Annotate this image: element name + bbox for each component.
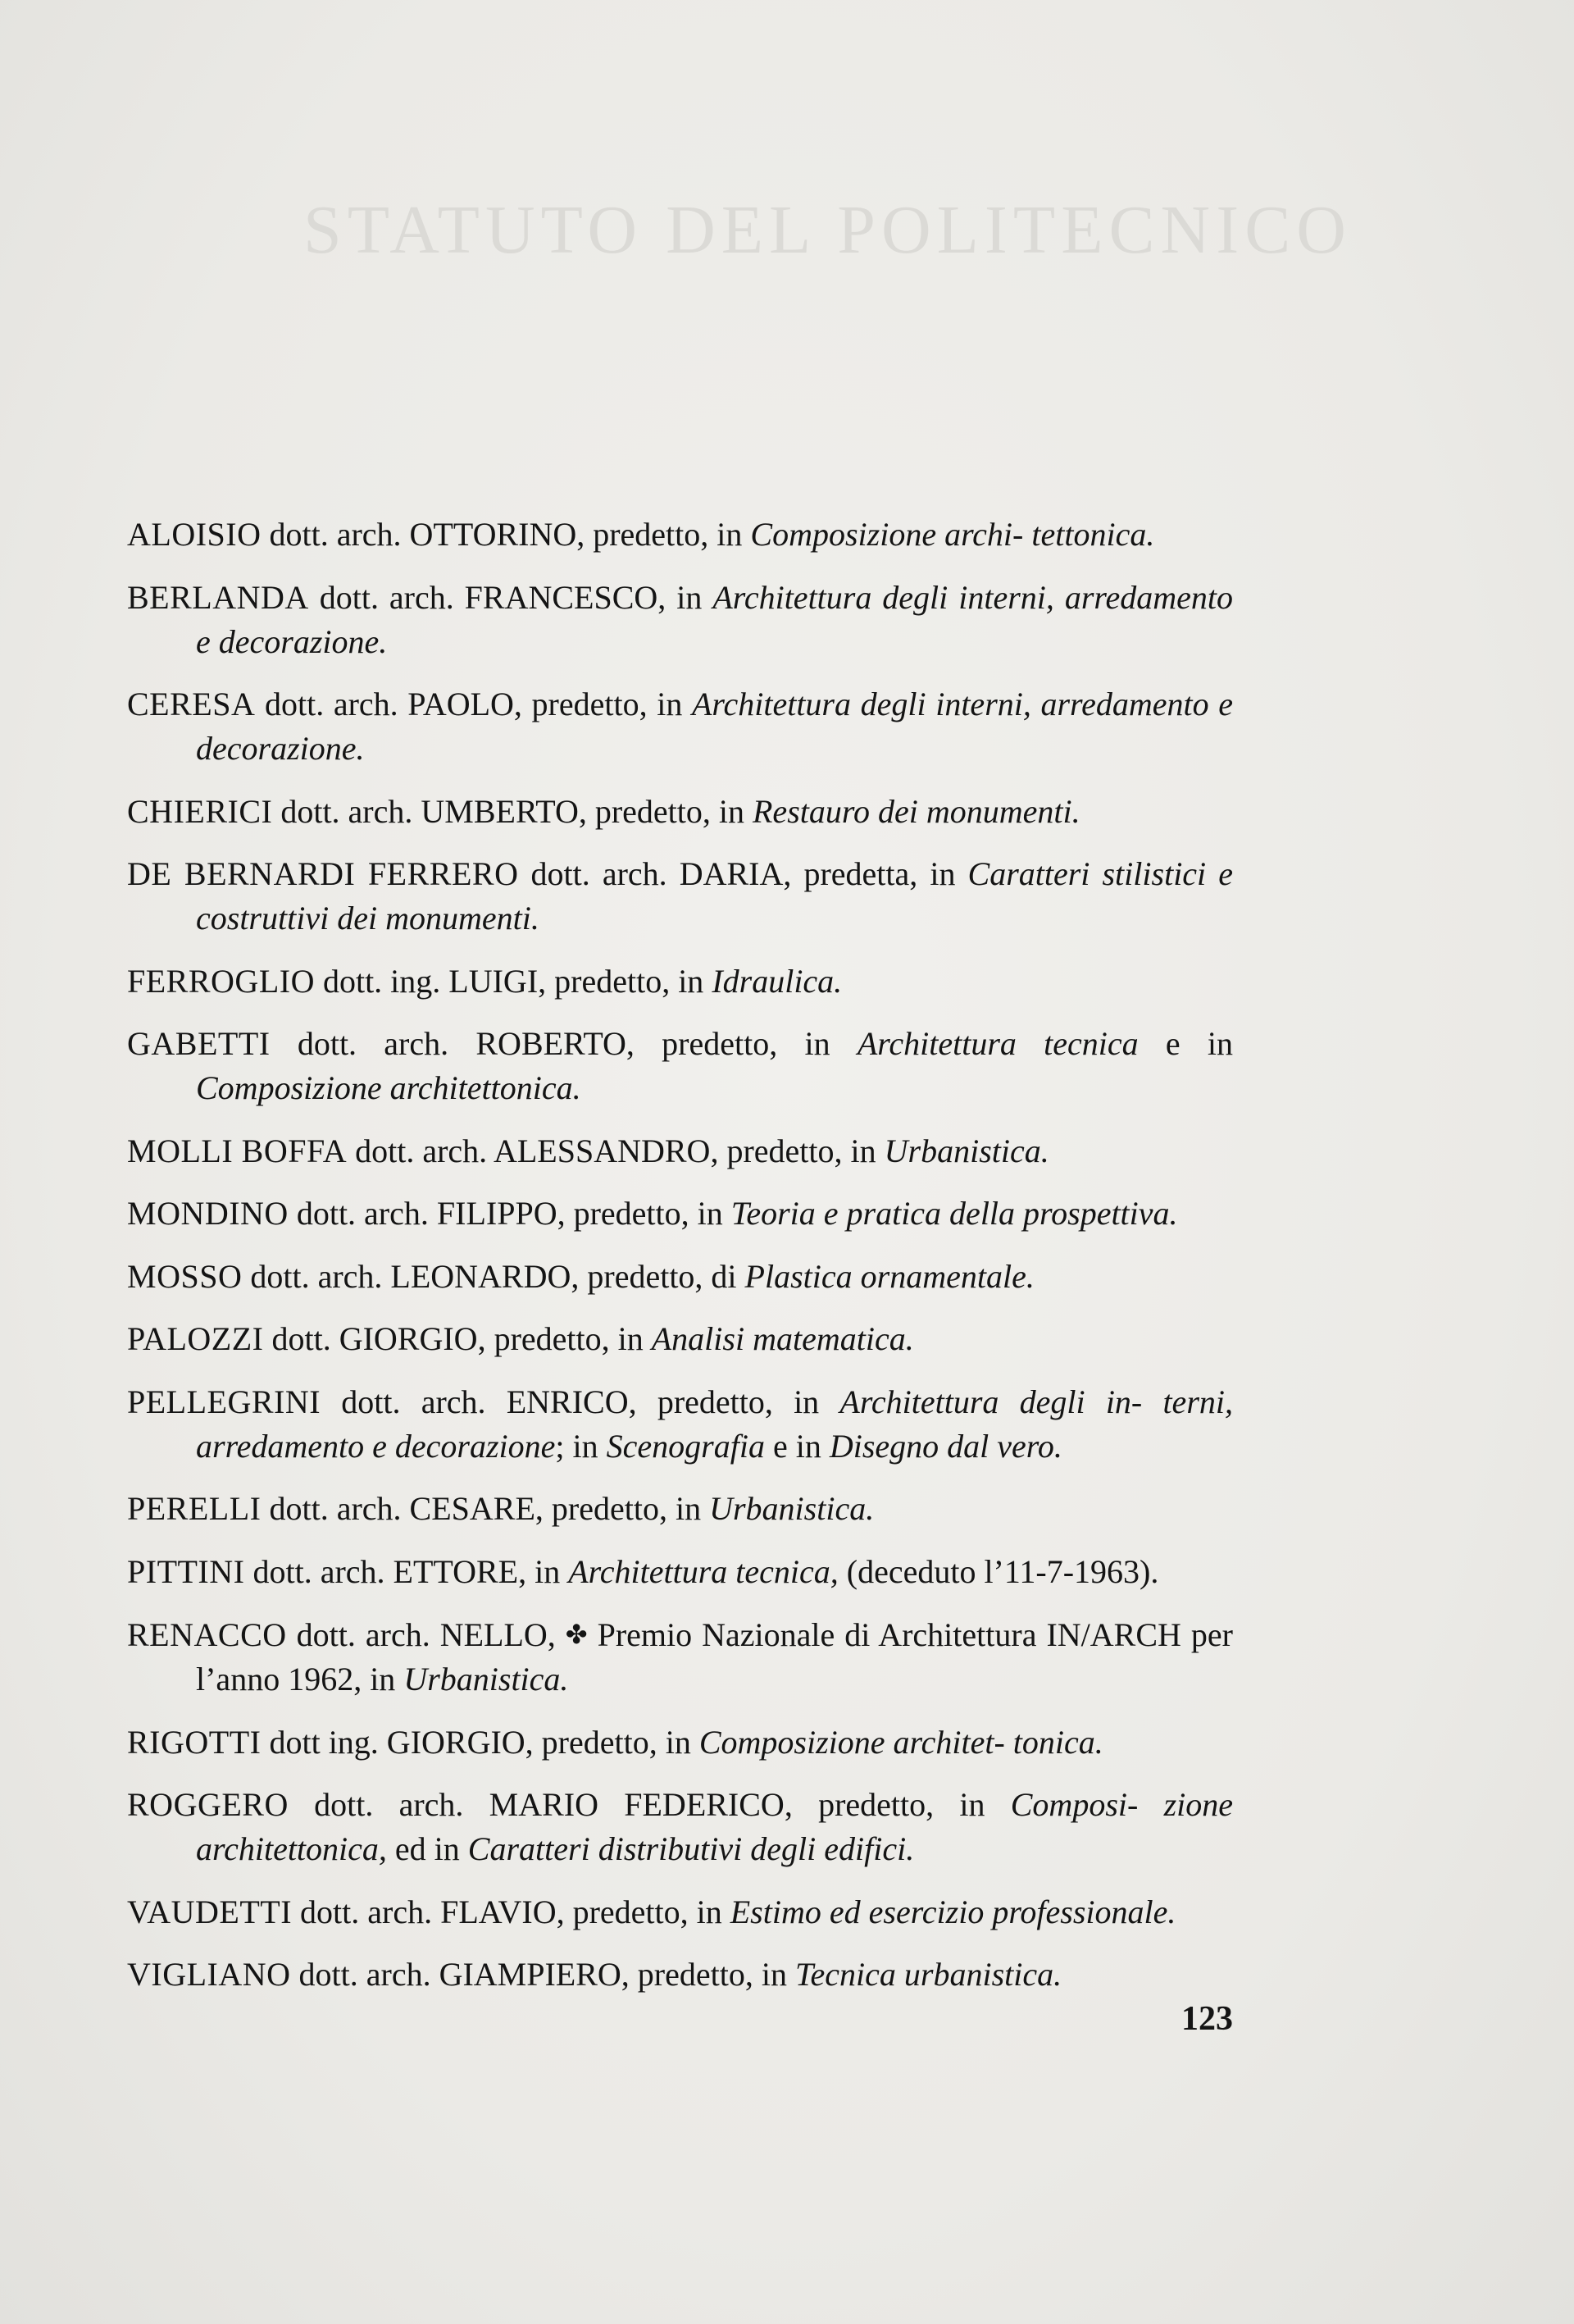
subject: Disegno dal vero.	[829, 1427, 1062, 1465]
entry-connector: ; in	[555, 1427, 607, 1465]
surname: GABETTI	[127, 1025, 271, 1062]
subject: Idraulica.	[712, 962, 843, 1000]
faculty-list	[127, 480, 1233, 1997]
subject: Scenografia	[606, 1427, 765, 1465]
list-entry	[127, 1550, 1233, 1594]
surname: RIGOTTI	[127, 1723, 262, 1761]
list-entry	[127, 1890, 1233, 1934]
surname: MOLLI BOFFA	[127, 1132, 348, 1169]
entry-details: dott. GIORGIO, predetto, in	[263, 1320, 652, 1357]
subject: Architettura degli interni, arredamento e decorazione.	[196, 686, 1234, 767]
entry-connector: ed in	[386, 1830, 468, 1867]
entry-connector: e in	[1138, 1025, 1234, 1062]
list-entry	[127, 1255, 1233, 1299]
surname: ALOISIO	[127, 516, 262, 553]
entry-details: dott. arch. ENRICO, predetto, in	[321, 1383, 840, 1420]
list-entry	[127, 1612, 1233, 1702]
surname: FERROGLIO	[127, 962, 315, 1000]
surname: DE BERNARDI FERRERO	[127, 855, 519, 892]
surname: MOSSO	[127, 1257, 243, 1295]
list-entry	[127, 1487, 1233, 1531]
subject: Architettura tecnica,	[568, 1552, 839, 1590]
entry-details: dott. arch. CESARE, predetto, in	[261, 1490, 710, 1527]
surname: CHIERICI	[127, 792, 273, 830]
entry-details: Premio Nazionale di Architettura IN/ARCH per l’anno 1962, in	[196, 1616, 1233, 1697]
subject: Architettura degli interni, arredamento e decorazione.	[196, 578, 1233, 660]
surname: RENACCO	[127, 1616, 287, 1653]
surname: PALOZZI	[127, 1320, 264, 1357]
entry-details: dott. arch. FILIPPO, predetto, in	[288, 1195, 731, 1232]
entry-connector: e in	[764, 1427, 830, 1465]
subject: Composizione architet- tonica.	[698, 1723, 1103, 1761]
list-entry	[127, 1783, 1233, 1871]
surname: ROGGERO	[127, 1786, 289, 1823]
entry-details: dott. arch. ETTORE, in	[244, 1552, 569, 1590]
surname: PELLEGRINI	[127, 1383, 321, 1420]
list-entry	[127, 682, 1233, 771]
entry-details: dott. arch. GIAMPIERO, predetto, in	[290, 1956, 795, 1993]
subject: Caratteri stilistici e costruttivi dei monumenti.	[196, 855, 1233, 936]
page-number: 123	[1181, 2000, 1233, 2038]
subject: Composizione archi- tettonica.	[750, 516, 1155, 553]
entry-connector: (deceduto l’11-7-1963).	[838, 1552, 1159, 1590]
subject: Architettura tecnica	[857, 1025, 1139, 1062]
entry-details: dott. arch. NELLO,	[286, 1616, 566, 1653]
surname: PERELLI	[127, 1490, 262, 1527]
subject: Urbanistica.	[884, 1132, 1049, 1169]
subject: Urbanistica.	[709, 1490, 875, 1527]
entry-details: dott. arch. MARIO FEDERICO, predetto, in	[288, 1786, 1011, 1823]
subject: Tecnica urbanistica.	[794, 1956, 1062, 1993]
award-symbol-icon: ✤	[565, 1620, 588, 1649]
list-entry	[127, 1953, 1233, 1997]
subject: Caratteri distributivi degli edifici.	[467, 1830, 915, 1867]
subject: Urbanistica.	[403, 1661, 569, 1697]
list-entry	[127, 1022, 1233, 1110]
list-entry	[127, 852, 1233, 941]
surname: CERESA	[127, 686, 256, 722]
surname: VIGLIANO	[127, 1956, 291, 1993]
list-entry	[127, 1720, 1233, 1765]
list-entry	[127, 1192, 1233, 1236]
show-through-header: STATUTO DEL POLITECNICO	[303, 192, 1352, 268]
entry-details: dott. arch. LEONARDO, predetto, di	[242, 1257, 745, 1295]
subject: Teoria e pratica della prospettiva.	[730, 1195, 1178, 1232]
entry-details: dott. arch. ROBERTO, predetto, in	[270, 1025, 858, 1062]
list-entry	[127, 1380, 1233, 1469]
surname: MONDINO	[127, 1195, 289, 1232]
entry-details: dott. arch. PAOLO, predetto, in	[255, 686, 692, 722]
subject: Analisi matematica.	[651, 1320, 914, 1357]
entry-details: dott. arch. ALESSANDRO, predetto, in	[347, 1132, 885, 1169]
entry-details: dott ing. GIORGIO, predetto, in	[261, 1723, 699, 1761]
surname: VAUDETTI	[127, 1893, 293, 1930]
entry-details: dott. arch. OTTORINO, predetto, in	[261, 516, 751, 553]
subject: Estimo ed esercizio professionale.	[730, 1893, 1176, 1930]
entry-details: dott. arch. UMBERTO, predetto, in	[272, 792, 753, 830]
subject: Plastica ornamentale.	[744, 1257, 1035, 1295]
subject: Composizione architettonica.	[196, 1069, 581, 1106]
entry-details: dott. arch. FLAVIO, predetto, in	[292, 1893, 730, 1930]
list-entry	[127, 1129, 1233, 1173]
subject: Restauro dei monumenti.	[753, 792, 1080, 830]
list-entry	[127, 513, 1233, 557]
subject: Architettura degli in- terni, arredamento e decorazione	[196, 1383, 1233, 1465]
entry-details: dott. arch. FRANCESCO, in	[308, 578, 713, 616]
entry-details: dott. ing. LUIGI, predetto, in	[314, 962, 712, 1000]
list-entry	[127, 790, 1233, 834]
surname: PITTINI	[127, 1552, 245, 1590]
list-entry	[127, 959, 1233, 1004]
list-entry	[127, 1317, 1233, 1361]
surname: BERLANDA	[127, 578, 309, 616]
entry-details: dott. arch. DARIA, predetta, in	[518, 855, 968, 892]
list-entry	[127, 576, 1233, 664]
subject: Composi- zione architettonica,	[196, 1786, 1234, 1867]
